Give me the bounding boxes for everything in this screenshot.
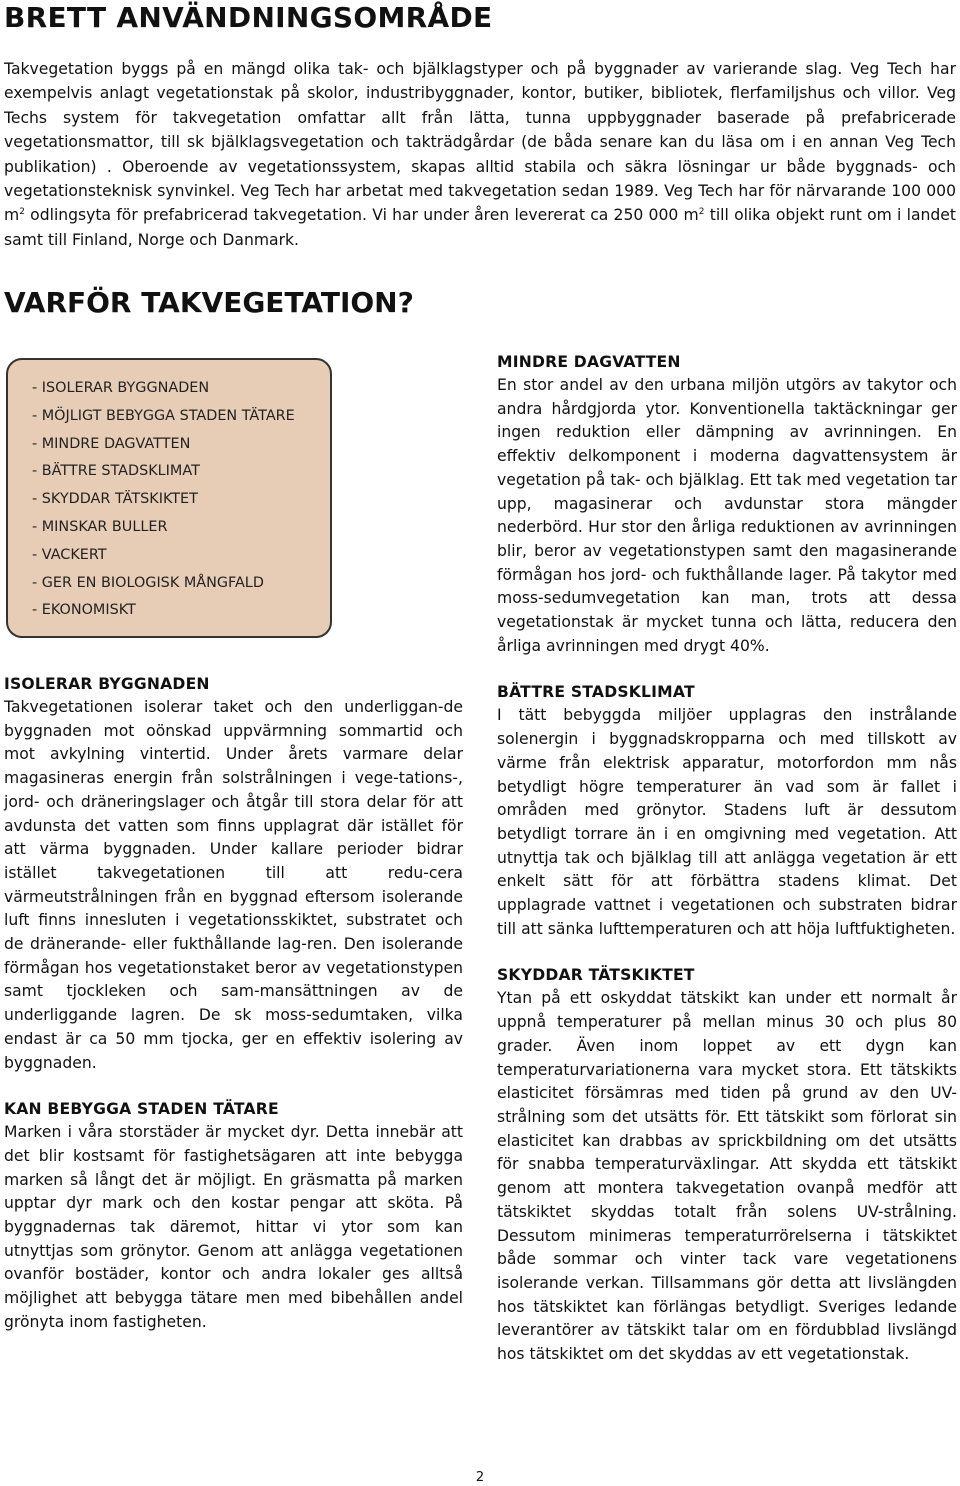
left-column [4, 672, 463, 1335]
section-heading: MINDRE DAGVATTEN [497, 353, 681, 371]
section-heading: KAN BEBYGGA STADEN TÄTARE [4, 1100, 279, 1119]
intro-text-3: till olika objekt runt om i landet samt till Finland, Norge och Danmark. [4, 206, 956, 249]
section-heading-why: VARFÖR TAKVEGETATION? [4, 286, 414, 319]
benefit-item: - VACKERT [32, 546, 107, 563]
benefit-item: - MÖJLIGT BEBYGGA STADEN TÄTARE [32, 407, 295, 424]
section-text: Takvegetationen isolerar taket och den underliggan-de byggnaden mot oönskad uppvärmning sommartid och mot avkylning vintertid. Under årets varmare delar magasineras energin från solstrålningen i vege-tations-, jord- och dräneringslager och åtgår till stora delar för att avdunsta det vatten som finns upplagrat där istället för att värma byggnaden. Under kallare perioder bidrar istället takvegetationen till att redu-cera värmeutstrålningen från en byggnad eftersom isolerande luft finns innesluten i vegetationsskiktet, substratet och de dränerande- eller fukthållande lag-ren. Den isolerande förmågan hos vegetationstaket beror av vegetationstypen samt tjockleken och sam-mansättningen av de underliggande lagren. De sk moss-sedumtaken, vilka endast är ca 50 mm tjocka, ger en effektiv isolering av byggnaden. [4, 698, 463, 1072]
intro-text-1: Takvegetation byggs på en mängd olika tak- och bjälklagstyper och på byggnader av varierande slag. Veg Tech har exempelvis anlagt vegetationstak på skolor, industribyggnader, kontor, butiker, bibliotek, flerfamiljshus och villor. Veg Techs system för takvegetation omfattar allt från lätta, tunna uppbyggnader baserade på prefabricerade vegetationsmattor, till sk bjälklagsvegetation och takträdgårdar (de båda senare kan du läsa om i en annan Veg Tech publikation) . Oberoende av vegetationssystem, skapas alltid stabila och säkra lösningar ur både byggnads- och vegetationsteknisk synvinkel. Veg Tech har arbetat med takvegetation sedan 1989. Veg Tech har för närvarande 100 000 m [4, 60, 956, 225]
benefit-item: - BÄTTRE STADSKLIMAT [32, 463, 200, 480]
section-text: I tätt bebyggda miljöer upplagras den instrålande solenergin i byggnadskropparna och med tillskott av värme från elektrisk apparatur, motorfordon mm nås betydligt högre temperaturer än vad som är fallet i områden med grönytor. Stadens luft är dessutom betydligt torrare än i en omgivning med vegetation. Att utnyttja tak och bjälklag till att anlägga vegetation är ett enkelt sätt för att förbättra stadens klimat. Det upplagrade vattnet i vegetationen och substraten bidrar till att sänka lufttemperaturen och att höja luftfuktigheten. [497, 706, 957, 938]
superscript-1: 2 [19, 207, 25, 218]
intro-paragraph [4, 57, 956, 252]
superscript-2: 2 [698, 207, 705, 218]
section-heading: BÄTTRE STADSKLIMAT [497, 683, 695, 702]
section-tatskiktet [497, 963, 957, 1366]
benefit-item: - EKONOMISKT [32, 602, 136, 619]
benefit-item: - ISOLERAR BYGGNADEN [32, 380, 210, 396]
section-heading: SKYDDAR TÄTSKIKTET [497, 966, 695, 985]
benefits-list [32, 375, 330, 625]
benefit-item: - MINDRE DAGVATTEN [32, 435, 191, 452]
section-text: En stor andel av den urbana miljön utgörs av takytor och andra hårdgjorda ytor. Konventionella taktäckningar ger ingen reduktion eller dämpning av avrinningen. En effektiv delkomponent i moderna dagvattensystem är vegetation på tak- och bjälklag. Ett tak med vegetation tar upp, magasinerar och avdunstar stora mängder nederbörd. Hur stor den årliga reduktionen av avrinningen blir, beror av vegetationstypen samt den magasinerande förmågan hos jord- och fukthållande lager. På takytor med moss-sedumvegetation kan man, trots att dessa vegetationstak är mycket tunna och lätta, reducera den årliga avrinningen med drygt 40%. [497, 376, 957, 655]
intro-text-2: odlingsyta för prefabricerad takvegetation. Vi har under åren levererat ca 250 000 m [24, 206, 699, 225]
benefit-item: - MINSKAR BULLER [32, 518, 168, 535]
section-stadsklimat [497, 680, 957, 941]
benefit-item: - SKYDDAR TÄTSKIKTET [32, 491, 198, 508]
benefit-item: - GER EN BIOLOGISK MÅNGFALD [32, 574, 264, 591]
benefits-box [6, 358, 332, 638]
section-isolerar [4, 672, 463, 1075]
section-heading: ISOLERAR BYGGNADEN [4, 675, 210, 693]
section-text: Marken i våra storstäder är mycket dyr. Detta innebär att det blir kostsamt för fastighetsägaren att inte bebygga marken så långt det är möjligt. En gräsmatta på marken upptar dyr mark och den kostar pengar att sköta. På byggnadernas tak däremot, hittar vi ytor som kan utnyttjas som grönytor. Genom att anlägga vegetationen ovanför bostäder, kontor och andra lokaler ges alltså möjlighet att bebygga tätare men med bibehållen andel grönyta inom fastigheten. [4, 1123, 463, 1331]
section-bebygga [4, 1097, 463, 1334]
page-number: 2 [475, 1470, 485, 1485]
section-dagvatten [497, 350, 957, 658]
page-title: BRETT ANVÄNDNINGSOMRÅDE [4, 1, 493, 34]
section-text: Ytan på ett oskyddat tätskikt kan under ett normalt år uppnå temperaturer på mellan minus 30 och plus 80 grader. Även inom loppet av ett dygn kan temperaturvariationerna vara mycket stora. Ett tätskikts elasticitet försämras med tiden på grund av den UV-strålning som det utsätts för. Ett tätskikt som förlorat sin elasticitet kan drabbas av sprickbildning om det utsätts för snabba temperaturväxlingar. Att skydda ett tätskikt genom att montera takvegetation ovanpå medför att tätskiktet skyddas totalt från solens UV-strålning. Dessutom minimeras temperaturrörelserna i tätskiktet både sommar och vinter tack vare vegetationens isolerande verkan. Tillsammans gör detta att livslängden hos tätskiktet kan förlängas betydligt. Sveriges ledande leverantörer av tätskikt talar om en fördubblad livslängd hos tätskiktet om det skyddas av ett vegetationstak. [497, 989, 957, 1364]
right-column [497, 350, 957, 1367]
